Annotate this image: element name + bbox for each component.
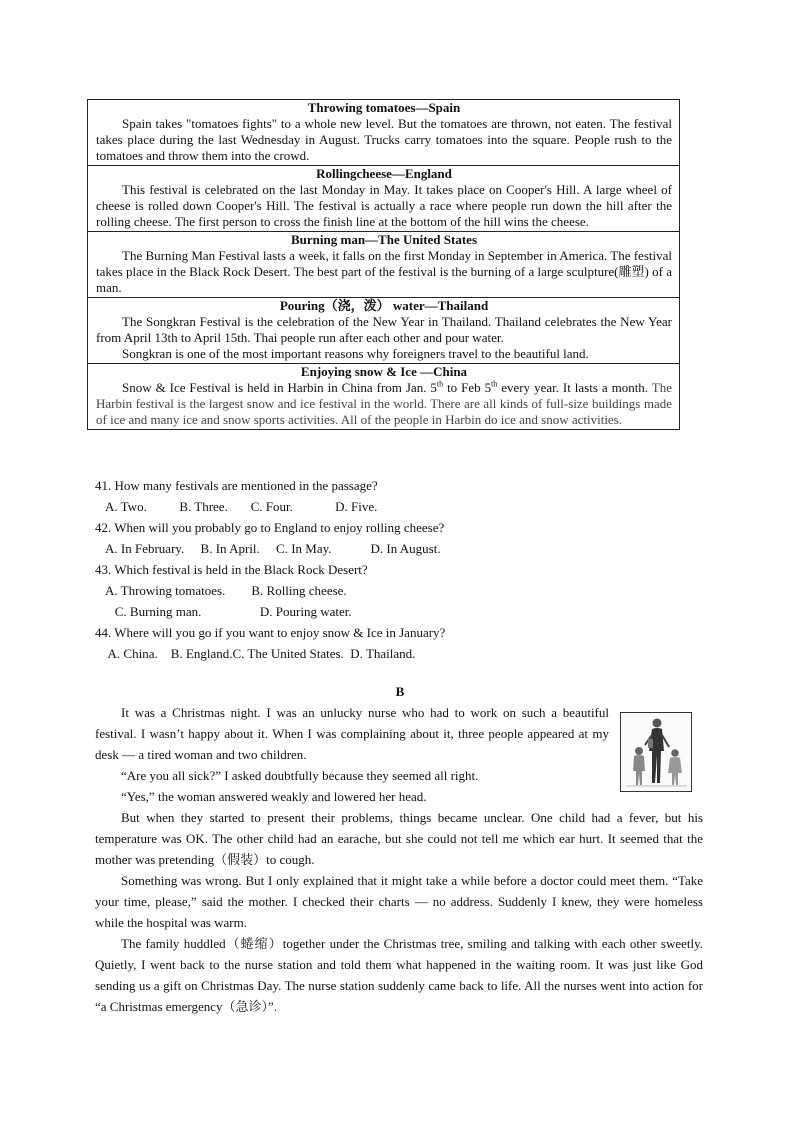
festival-title: Pouring（浇，泼） water—Thailand	[279, 298, 489, 313]
festival-paragraph	[96, 380, 672, 428]
festival-paragraph: Spain takes "tomatoes fights" to a whole new level. But the tomatoes are thrown, not eaten. The festival takes place during the last Wednesday in August. Trucks carry tomatoes into the square. People rush to the tomatoes and throw them into the crowd.	[96, 116, 672, 163]
text-fragment: The Harbin festival is the largest snow and ice festival in the world. There are all kinds of full-size buildings made of ice and many ice and snow sports activities. All of the people in Harbin do ice and snow activities.	[96, 380, 672, 427]
passage-paragraph: The family huddled（蜷缩）together under the Christmas tree, smiling and talking with each other sweetly. Quietly, I went back to the nurse station and told them what happened in the waiting room. It was just like God sending us a gift on Christmas Day. The nurse station suddenly came back to life. All the nurses went into action for “a Christmas emergency（急诊）”.	[95, 936, 703, 1014]
text-fragment: Snow & Ice Festival is held in Harbin in China from Jan. 5	[122, 380, 437, 395]
text-fragment: every year. It lasts a month.	[497, 380, 649, 395]
passage-paragraph: But when they started to present their problems, things became unclear. One child had a fever, but his temperature was OK. The other child had an earache, but she could not tell me which ear hurt. It seemed that the mother was pretending（假装）to cough.	[95, 810, 703, 867]
festival-row	[88, 232, 680, 298]
festival-paragraph: The Burning Man Festival lasts a week, it falls on the first Monday in September in America. The festival takes place in the Black Rock Desert. The best part of the festival is the burning of a large sculpture(雕塑) of a man.	[96, 248, 672, 295]
festival-paragraph: The Songkran Festival is the celebration of the New Year in Thailand. Thailand celebrates the New Year from April 13th to April 15th. Thai people run after each other and pour water.	[96, 314, 672, 345]
question-options: C. Burning man. D. Pouring water.	[105, 604, 352, 619]
question-stem: 43. Which festival is held in the Black Rock Desert?	[95, 562, 368, 577]
passage-paragraph: It was a Christmas night. I was an unlucky nurse who had to work on such a beautiful festival. I wasn’t happy about it. When I was complaining about it, three people appeared at my desk — a tired woman and two children.	[95, 705, 609, 762]
text-fragment: to Feb 5	[443, 380, 492, 395]
superscript: th	[491, 379, 498, 389]
question-list	[95, 475, 695, 664]
question-options: A. In February. B. In April. C. In May. D. In August.	[105, 541, 441, 556]
passage-paragraph: Something was wrong. But I only explained that it might take a while before a doctor could meet them. “Take your time, please,” said the mother. I checked their charts — no address. Suddenly I knew, they were homeless while the hospital was warm.	[95, 873, 703, 930]
superscript: th	[436, 379, 444, 389]
festival-row	[88, 298, 680, 364]
festival-row	[88, 100, 680, 166]
festival-row	[88, 364, 680, 430]
festival-title: Throwing tomatoes—Spain	[307, 100, 461, 115]
question-stem: 42. When will you probably go to England to enjoy rolling cheese?	[95, 520, 445, 535]
passage-b	[95, 702, 703, 1017]
festival-paragraph: Songkran is one of the most important reasons why foreigners travel to the beautiful land.	[122, 346, 589, 361]
question-options: A. Two. B. Three. C. Four. D. Five.	[105, 499, 378, 514]
passage-paragraph: “Yes,” the woman answered weakly and lowered her head.	[121, 789, 427, 804]
festival-paragraph: This festival is celebrated on the last Monday in May. It takes place on Cooper's Hill. A large wheel of cheese is rolled down Cooper's Hill. The festival is actually a race where people run down the hill after the rolling cheese. The first person to cross the finish line at the bottom of the hill wins the cheese.	[96, 182, 672, 229]
festival-table	[87, 99, 680, 430]
festival-title: Rollingcheese—England	[316, 166, 452, 181]
question-stem: 41. How many festivals are mentioned in the passage?	[95, 478, 378, 493]
question-options: A. China. B. England.C. The United States. D. Thailand.	[105, 646, 416, 661]
festival-title: Enjoying snow & Ice —China	[300, 364, 468, 379]
question-stem: 44. Where will you go if you want to enjoy snow & Ice in January?	[95, 625, 446, 640]
section-title: B	[395, 684, 405, 699]
passage-paragraph: “Are you all sick?” I asked doubtfully because they seemed all right.	[121, 768, 479, 783]
festival-row	[88, 166, 680, 232]
question-options: A. Throwing tomatoes. B. Rolling cheese.	[105, 583, 347, 598]
festival-title: Burning man—The United States	[291, 232, 477, 247]
